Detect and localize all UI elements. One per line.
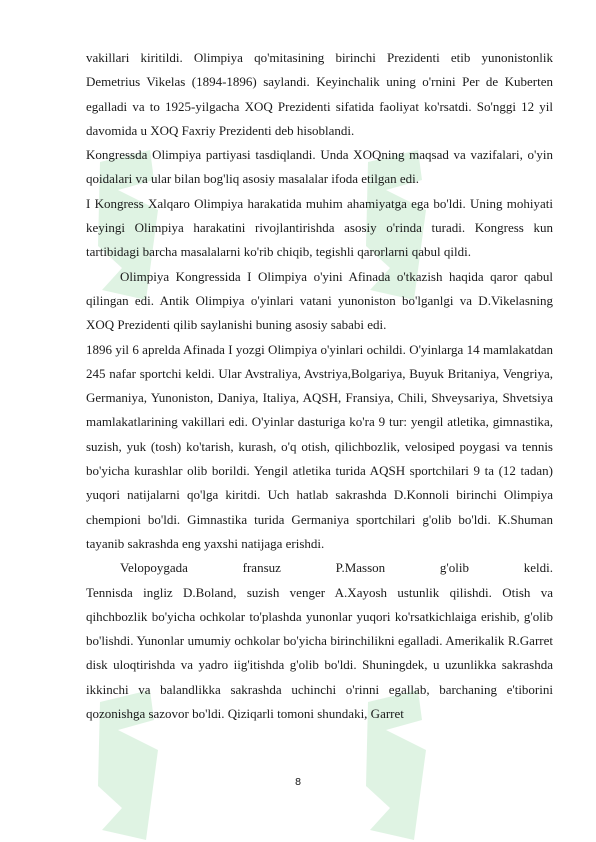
- page-number: 8: [294, 777, 302, 788]
- paragraph: Olimpiya Kongressida I Olimpiya o'yini Afinada o'tkazish haqida qaror qabul qilingan edi. Antik Olimpiya o'yinlari vatani yunoniston bo'lganlgi va D.Vikelasning XOQ Prezidenti qilib saylanishi buning asosiy sababi edi.: [86, 268, 553, 333]
- paragraph: I Kongress Xalqaro Olimpiya harakatida muhim ahamiyatga ega bo'ldi. Uning mohiyati keyingi Olimpiya harakatini rivojlantirishda asosiy o'rinda turadi. Kongress kun tartibidagi barcha masalalarni ko'rib chiqib, tegishli qarorlarni qabul qildi.: [86, 195, 553, 260]
- page-body: [86, 46, 553, 726]
- paragraph: Kongressda Olimpiya partiyasi tasdiqlandi. Unda XOQning maqsad va vazifalari, o'yin qoidalari va ular bilan bog'liq asosiy masalalar ifoda etilgan edi.: [86, 147, 553, 187]
- paragraph: Tennisda ingliz D.Boland, suzish venger A.Xayosh ustunlik qilishdi. Otish va qihchbozlik bo'yicha ochkolar to'plashda yunonlar yuqori ko'rsatkichlaiga erishib, g'olib bo'lishdi. Yunonlar umumiy ochkolar bo'yicha birinchilikni egalladi. Amerikalik R.Garret disk uloqtirishda va yadro iig'itishda g'olib bo'ldi. Shuningdek, u uzunlikka sakrashda ikkinchi va balandlikka sakrashda uchinchi o'rinni egallab, barchaning e'tiborini qozonishga sazovor bo'ldi. Qiziqarli tomoni shundaki, Garret: [86, 584, 553, 722]
- paragraph: 1896 yil 6 aprelda Afinada I yozgi Olimpiya o'yinlari ochildi. O'yinlarga 14 mamlakatdan 245 nafar sportchi keldi. Ular Avstraliya, Avstriya,Bolgariya, Buyuk Britaniya, Vengriya, Germaniya, Yunoniston, Daniya, Italiya, AQSH, Fransiya, Chili, Shveysariya, Shvetsiya mamlakatlarining vakillari edi. O'yinlar dasturiga ko'ra 9 tur: yengil atletika, gimnastika, suzish, yuk (tosh) ko'tarish, kurash, o'q otish, qilichbozlik, velosiped poygasi va tennis bo'yicha kurashlar olib borildi. Yengil atletika turida AQSH sportchilari 9 ta (12 tadan) yuqori natijalarni qo'lga kiritdi. Uch hatlab sakrashda D.Konnoli birinchi Olimpiya chempioni bo'ldi. Gimnastika turida Germaniya sportchilari g'olib bo'ldi. K.Shuman tayanib sakrashda eng yaxshi natijaga erishdi.: [86, 341, 553, 551]
- paragraph: vakillari kiritildi. Olimpiya qo'mitasining birinchi Prezidenti etib yunonistonlik Demetrius Vikelas (1894-1896) saylandi. Keyinchalik uning o'rnini Per de Kuberten egalladi va to 1925-yilgacha XOQ Prezidenti sifatida faoliyat ko'rsatdi. So'nggi 12 yil davomida u XOQ Faxriy Prezidenti deb hisoblandi.: [86, 50, 553, 138]
- paragraph: Velopoygada fransuz P.Masson g'olib keldi.: [120, 560, 553, 576]
